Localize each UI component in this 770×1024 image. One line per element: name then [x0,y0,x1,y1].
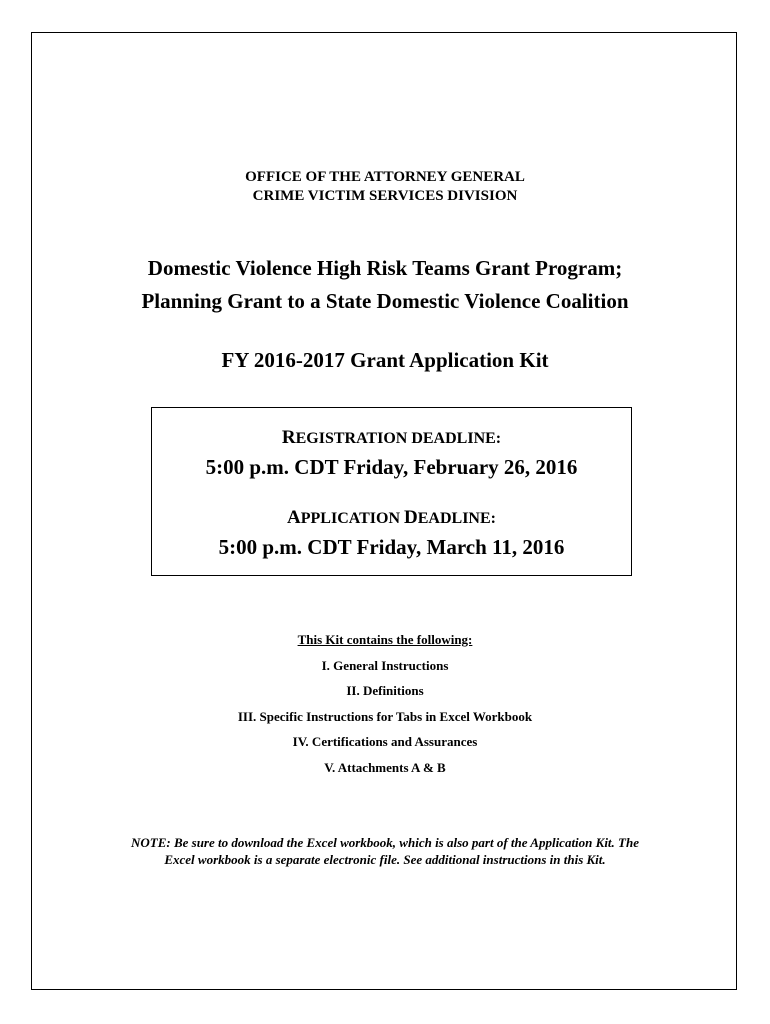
registration-heading-rest: EGISTRATION DEADLINE: [295,430,502,447]
application-heading-second-initial: D [404,507,418,528]
contents-heading: This Kit contains the following: [297,632,473,647]
registration-deadline-value: 5:00 p.m. CDT Friday, February 26, 2016 [205,455,578,479]
contents-item: III. Specific Instructions for Tabs in Excel Workbook [237,708,533,724]
program-title-line-2: Planning Grant to a State Domestic Violence Coalition [141,289,629,313]
application-heading-initial: A [287,507,301,528]
registration-deadline-heading [152,428,631,449]
note [60,834,710,868]
program-title [0,252,770,318]
office-header [0,168,770,206]
note-line-1: NOTE: Be sure to download the Excel workbook, which is also part of the Application Kit. The [130,835,639,850]
contents-item: II. Definitions [346,683,424,698]
note-line-2: Excel workbook is a separate electronic file. See additional instructions in this Kit. [164,852,606,867]
contents-item: IV. Certifications and Assurances [292,734,478,749]
application-deadline-heading [152,508,631,529]
office-line-1: OFFICE OF THE ATTORNEY GENERAL [245,169,525,185]
application-heading-rest: EADLINE: [417,510,496,527]
kit-title: FY 2016-2017 Grant Application Kit [221,348,549,372]
contents-list [0,653,770,781]
kit-contents [0,627,770,780]
deadline-box [151,407,632,576]
application-deadline-value: 5:00 p.m. CDT Friday, March 11, 2016 [218,535,565,559]
office-line-2: CRIME VICTIM SERVICES DIVISION [252,188,518,204]
registration-heading-initial: R [281,427,296,448]
contents-item: V. Attachments A & B [324,759,446,775]
contents-item: I. General Instructions [321,657,449,673]
application-heading-middle: PPLICATION [300,510,405,527]
program-title-line-1: Domestic Violence High Risk Teams Grant Program; [147,256,623,280]
